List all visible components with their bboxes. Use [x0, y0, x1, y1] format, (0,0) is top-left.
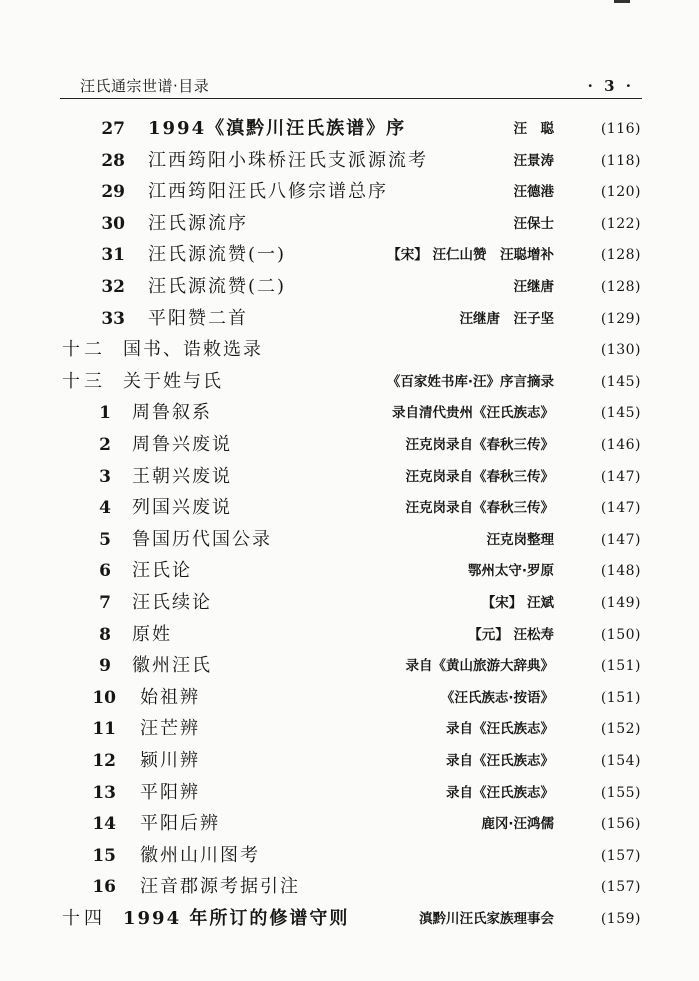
- entry-title: 1994 年所订的修谱守则: [123, 908, 350, 929]
- entry-page-number: (157): [600, 847, 641, 864]
- entry-title: 平阳辨: [140, 781, 200, 803]
- entry-title: 汪氏源流赞(二): [148, 276, 287, 297]
- running-header-title: 汪氏通宗世谱·目录: [80, 77, 210, 95]
- entry-author: 汪继唐: [513, 279, 554, 295]
- entry-page-number: (156): [600, 816, 641, 833]
- entry-number: 14: [92, 814, 116, 835]
- entry-number: 10: [92, 687, 116, 708]
- entry-author: 录自《汪氏族志》: [446, 753, 554, 769]
- entry-title: 周鲁兴废说: [132, 434, 232, 455]
- entry-number: 31: [101, 245, 125, 266]
- entry-page-number: (147): [600, 468, 641, 485]
- entry-number: 3: [99, 466, 111, 487]
- entry-number: 27: [101, 119, 125, 139]
- entry-number: 5: [99, 529, 111, 550]
- entry-author: 汪克岗录自《春秋三传》: [405, 468, 554, 485]
- entry-number: 十二: [62, 339, 106, 361]
- entry-title: 国书、诰敕选录: [123, 339, 263, 361]
- entry-title: 王朝兴废说: [132, 465, 232, 487]
- toc-entry: [0, 841, 699, 871]
- toc-entry: [0, 778, 699, 808]
- entry-number: 4: [99, 498, 111, 519]
- entry-title: 汪音郡源考据引注: [140, 876, 300, 898]
- entry-author: 汪继唐 汪子坚: [459, 310, 554, 327]
- toc-entry: [0, 209, 699, 239]
- entry-page-number: (146): [600, 437, 641, 453]
- entry-number: 十三: [62, 370, 106, 392]
- entry-number: 2: [99, 435, 111, 455]
- entry-page-number: (155): [600, 784, 641, 801]
- entry-number: 16: [92, 877, 116, 898]
- entry-author: 《百家姓书库·汪》序言摘录: [386, 373, 554, 390]
- entry-title: 关于姓与氏: [123, 370, 223, 392]
- entry-title: 始祖辨: [140, 686, 200, 708]
- toc-entry: [0, 746, 699, 776]
- entry-page-number: (130): [600, 342, 641, 359]
- entry-title: 原姓: [132, 623, 172, 645]
- entry-title: 江西筠阳小珠桥汪氏支派源流考: [148, 149, 428, 171]
- entry-number: 13: [92, 782, 116, 803]
- header-rule: [60, 98, 642, 99]
- entry-page-number: (129): [600, 310, 641, 327]
- entry-page-number: (116): [600, 121, 641, 137]
- entry-title: 列国兴废说: [132, 497, 232, 519]
- toc-entry: [0, 146, 699, 176]
- entry-author: 录自清代贵州《汪氏族志》: [392, 405, 554, 422]
- entry-author: 《汪氏族志·按语》: [440, 689, 554, 706]
- entry-number: 11: [92, 719, 116, 740]
- entry-number: 12: [92, 751, 116, 771]
- page-corner-mark: [614, 0, 630, 3]
- entry-number: 29: [101, 182, 125, 203]
- entry-author: 汪景涛: [513, 152, 554, 169]
- entry-number: 32: [101, 277, 125, 297]
- entry-title: 江西筠阳汪氏八修宗谱总序: [148, 181, 388, 203]
- entry-page-number: (118): [600, 152, 641, 169]
- entry-title: 徽州山川图考: [140, 844, 260, 866]
- entry-author: 录自《汪氏族志》: [446, 784, 554, 801]
- entry-number: 8: [99, 624, 111, 645]
- entry-page-number: (151): [600, 689, 641, 706]
- entry-author: 汪克岗录自《春秋三传》: [405, 500, 554, 517]
- entry-number: 28: [101, 150, 125, 171]
- toc-entry: [0, 683, 699, 713]
- entry-page-number: (159): [600, 911, 641, 927]
- entry-page-number: (150): [600, 626, 641, 643]
- toc-entry: [0, 177, 699, 207]
- entry-number: 9: [99, 656, 111, 677]
- toc-entry: [0, 367, 699, 397]
- toc-entry: [0, 904, 699, 934]
- page-number: · 3 ·: [587, 77, 634, 95]
- entry-title: 汪氏论: [132, 560, 192, 582]
- entry-page-number: (147): [600, 500, 641, 517]
- toc-entry: [0, 304, 699, 334]
- entry-title: 汪氏续论: [132, 592, 212, 613]
- entry-title: 平阳赞二首: [148, 307, 248, 329]
- entry-page-number: (147): [600, 531, 641, 548]
- toc-entry: [0, 556, 699, 586]
- entry-page-number: (151): [600, 658, 641, 675]
- entry-title: 平阳后辨: [140, 813, 220, 835]
- entry-title: 颍川辨: [140, 750, 200, 771]
- toc-entry: [0, 525, 699, 555]
- entry-number: 十四: [62, 908, 106, 929]
- toc-entry: [0, 398, 699, 428]
- entry-title: 鲁国历代国公录: [132, 528, 272, 550]
- entry-author: 汪德港: [513, 184, 554, 201]
- entry-page-number: (128): [600, 247, 641, 264]
- entry-author: 【元】 汪松寿: [468, 626, 554, 643]
- table-of-contents: [0, 100, 699, 980]
- entry-number: 33: [101, 308, 125, 329]
- entry-title: 徽州汪氏: [132, 655, 212, 677]
- toc-entry: [0, 114, 699, 144]
- toc-entry: [0, 714, 699, 744]
- toc-entry: [0, 335, 699, 365]
- entry-number: 30: [101, 213, 125, 234]
- entry-page-number: (120): [600, 184, 641, 201]
- entry-author: 汪保士: [513, 215, 554, 232]
- entry-author: 汪克岗录自《春秋三传》: [405, 437, 554, 453]
- entry-author: 录自《汪氏族志》: [446, 721, 554, 738]
- toc-entry: [0, 588, 699, 618]
- toc-entry: [0, 651, 699, 681]
- entry-author: 录自《黄山旅游大辞典》: [405, 658, 554, 675]
- toc-entry: [0, 240, 699, 270]
- entry-number: 15: [92, 845, 116, 866]
- toc-entry: [0, 493, 699, 523]
- entry-author: 鄂州太守·罗原: [467, 563, 554, 580]
- entry-number: 7: [99, 593, 111, 613]
- entry-page-number: (157): [600, 879, 641, 896]
- entry-title: 汪氏源流赞(一): [148, 244, 287, 266]
- entry-page-number: (154): [600, 753, 641, 769]
- entry-author: 鹿冈·汪鸿儒: [481, 816, 554, 833]
- toc-entry: [0, 872, 699, 902]
- entry-title: 汪氏源流序: [148, 212, 248, 234]
- entry-author: 【宋】 汪仁山赞 汪聪增补: [387, 247, 554, 264]
- entry-author: 汪 聪: [513, 121, 554, 137]
- entry-author: 滇黔川汪氏家族理事会: [419, 911, 554, 927]
- entry-page-number: (152): [600, 721, 641, 738]
- entry-page-number: (145): [600, 373, 641, 390]
- entry-number: 6: [99, 561, 111, 582]
- entry-author: 【宋】 汪斌: [481, 595, 554, 611]
- entry-title: 汪芒辨: [140, 718, 200, 740]
- entry-page-number: (148): [600, 563, 641, 580]
- entry-author: 汪克岗整理: [486, 531, 554, 548]
- toc-entry: [0, 272, 699, 302]
- entry-page-number: (145): [600, 405, 641, 422]
- toc-entry: [0, 620, 699, 650]
- entry-title: 1994《滇黔川汪氏族谱》序: [148, 118, 407, 139]
- entry-number: 1: [99, 403, 111, 424]
- entry-page-number: (122): [600, 215, 641, 232]
- toc-entry: [0, 430, 699, 460]
- toc-entry: [0, 809, 699, 839]
- toc-entry: [0, 462, 699, 492]
- entry-page-number: (128): [600, 279, 641, 295]
- entry-title: 周鲁叙系: [132, 402, 212, 424]
- entry-page-number: (149): [600, 595, 641, 611]
